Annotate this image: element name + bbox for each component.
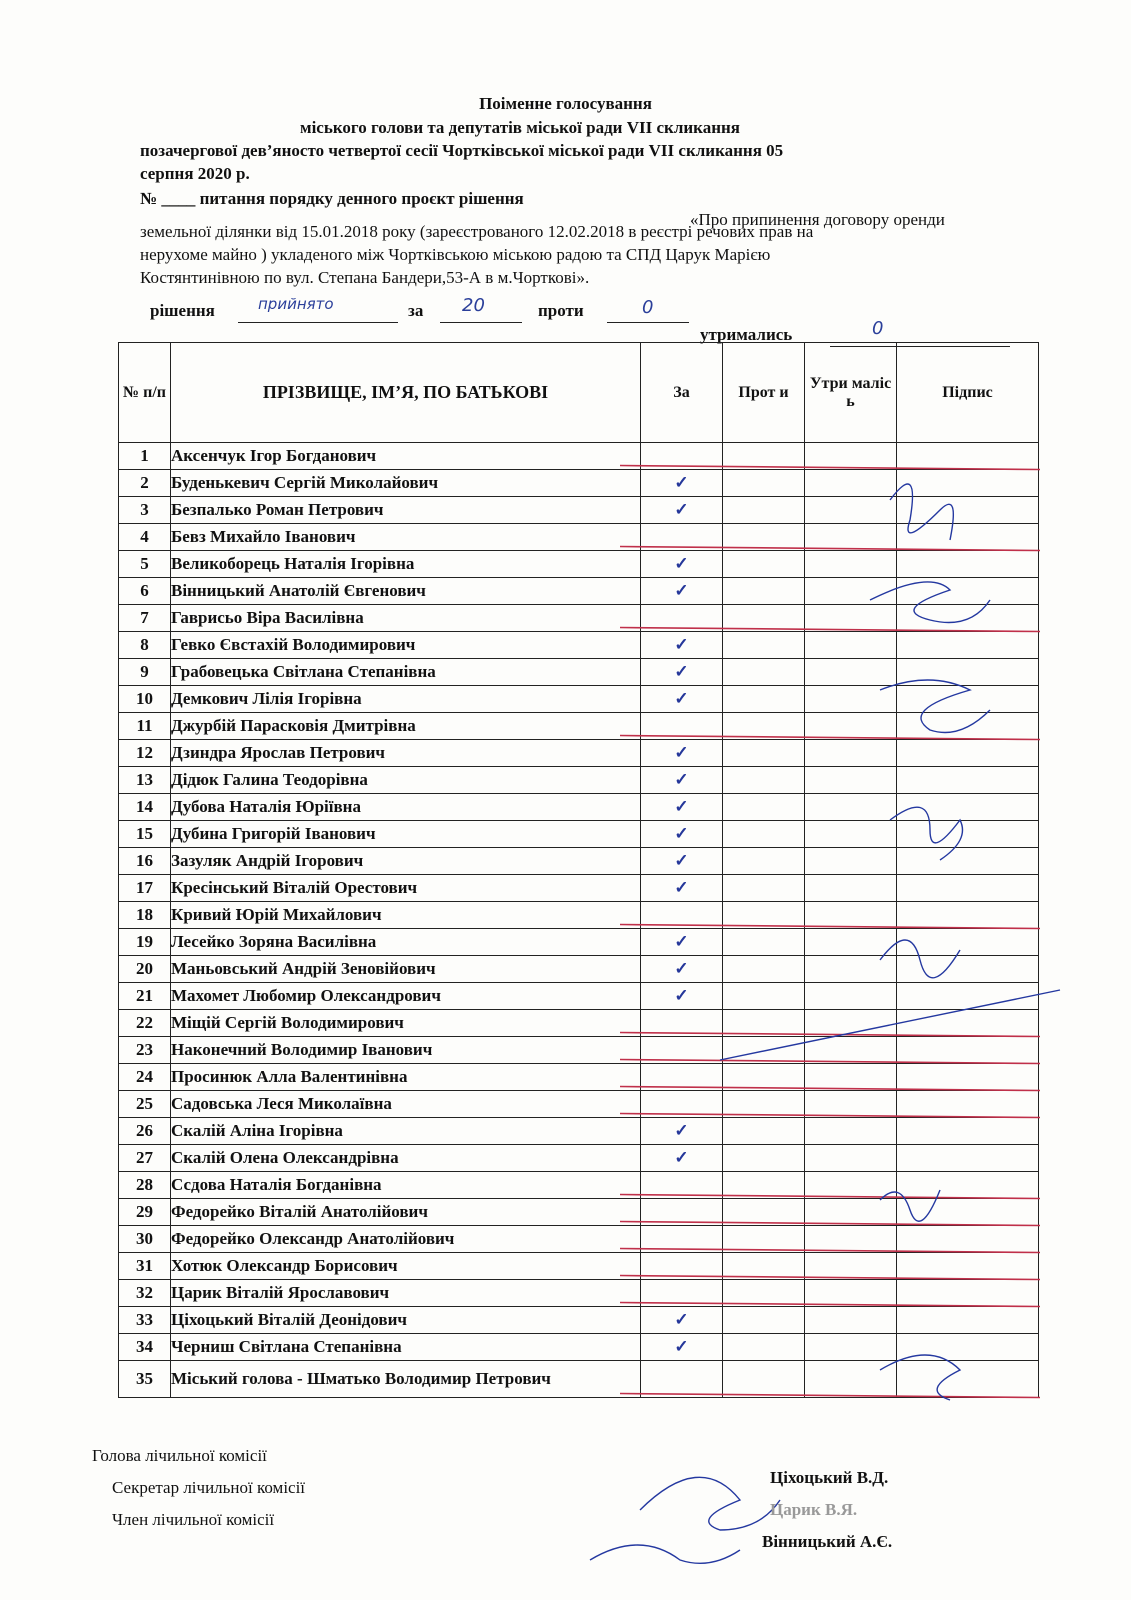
row-vote-abstain <box>805 767 897 794</box>
row-vote-for: ✓ <box>641 821 723 848</box>
table-row <box>119 929 1039 956</box>
row-number: 8 <box>119 632 171 659</box>
row-signature <box>897 713 1039 740</box>
question-line-2: земельної ділянки від 15.01.2018 року (зареєстрованого 12.02.2018 в реєстрі речових прав на <box>140 222 814 241</box>
row-vote-abstain <box>805 1361 897 1398</box>
table-row <box>119 632 1039 659</box>
row-vote-abstain <box>805 848 897 875</box>
row-name: Бевз Михайло Іванович <box>171 524 641 551</box>
row-vote-for <box>641 1280 723 1307</box>
row-vote-for: ✓ <box>641 767 723 794</box>
row-vote-abstain <box>805 632 897 659</box>
abstain-label: утримались <box>700 325 793 344</box>
row-signature <box>897 1118 1039 1145</box>
row-number: 25 <box>119 1091 171 1118</box>
row-vote-for: ✓ <box>641 578 723 605</box>
row-vote-abstain <box>805 1145 897 1172</box>
secretary-name: Царик В.Я. <box>770 1500 858 1519</box>
row-vote-for <box>641 1199 723 1226</box>
table-row <box>119 1118 1039 1145</box>
row-vote-for: ✓ <box>641 1334 723 1361</box>
row-vote-for <box>641 1064 723 1091</box>
row-vote-against <box>723 659 805 686</box>
row-vote-for: ✓ <box>641 551 723 578</box>
against-count-handwritten: 0 <box>642 297 654 318</box>
row-name: Грабовецька Світлана Степанівна <box>171 659 641 686</box>
table-row <box>119 1334 1039 1361</box>
row-signature <box>897 659 1039 686</box>
table-row <box>119 578 1039 605</box>
member-label: Член лічильної комісії <box>112 1510 275 1529</box>
row-signature <box>897 767 1039 794</box>
row-number: 7 <box>119 605 171 632</box>
row-vote-abstain <box>805 524 897 551</box>
table-row <box>119 1361 1039 1398</box>
row-name: Ссдова Наталія Богданівна <box>171 1172 641 1199</box>
row-number: 10 <box>119 686 171 713</box>
chair-label: Голова лічильної комісії <box>92 1446 267 1465</box>
row-vote-for: ✓ <box>641 632 723 659</box>
row-vote-against <box>723 1280 805 1307</box>
table-row <box>119 1199 1039 1226</box>
table-row <box>119 1010 1039 1037</box>
row-vote-abstain <box>805 578 897 605</box>
row-vote-against <box>723 956 805 983</box>
row-signature <box>897 1253 1039 1280</box>
row-number: 15 <box>119 821 171 848</box>
row-vote-abstain <box>805 659 897 686</box>
table-row <box>119 1145 1039 1172</box>
row-name: Безпалько Роман Петрович <box>171 497 641 524</box>
row-number: 18 <box>119 902 171 929</box>
row-number: 19 <box>119 929 171 956</box>
row-vote-for: ✓ <box>641 848 723 875</box>
table-row <box>119 470 1039 497</box>
row-name: Лесейко Зоряна Василівна <box>171 929 641 956</box>
row-name: Скалій Олена Олександрівна <box>171 1145 641 1172</box>
row-vote-abstain <box>805 443 897 470</box>
row-vote-against <box>723 929 805 956</box>
row-vote-for: ✓ <box>641 794 723 821</box>
row-signature <box>897 578 1039 605</box>
column-header-name: ПРІЗВИЩЕ, ІМ’Я, ПО БАТЬКОВІ <box>171 343 641 443</box>
table-row <box>119 1226 1039 1253</box>
row-name: Буденькевич Сергій Миколайович <box>171 470 641 497</box>
table-row <box>119 605 1039 632</box>
table-row <box>119 740 1039 767</box>
row-vote-against <box>723 632 805 659</box>
table-row <box>119 848 1039 875</box>
table-row <box>119 686 1039 713</box>
row-number: 14 <box>119 794 171 821</box>
row-number: 24 <box>119 1064 171 1091</box>
row-vote-abstain <box>805 1091 897 1118</box>
row-number: 23 <box>119 1037 171 1064</box>
row-name: Великоборець Наталія Ігорівна <box>171 551 641 578</box>
table-row <box>119 1091 1039 1118</box>
header-line-2: міського голови та депутатів міської ради VII скликання <box>300 118 740 137</box>
row-vote-abstain <box>805 1199 897 1226</box>
row-signature <box>897 821 1039 848</box>
row-signature <box>897 929 1039 956</box>
column-header-against: Прот и <box>723 343 805 443</box>
row-name: Дубина Григорій Іванович <box>171 821 641 848</box>
document-title: Поіменне голосування <box>479 94 652 113</box>
row-vote-abstain <box>805 929 897 956</box>
row-signature <box>897 794 1039 821</box>
for-count-handwritten: 20 <box>462 295 485 316</box>
footer-signature-2 <box>590 1545 740 1563</box>
row-vote-abstain <box>805 1307 897 1334</box>
table-row <box>119 551 1039 578</box>
row-vote-for: ✓ <box>641 1145 723 1172</box>
row-number: 5 <box>119 551 171 578</box>
row-signature <box>897 1226 1039 1253</box>
row-signature <box>897 1280 1039 1307</box>
row-name: Вінницький Анатолій Євгенович <box>171 578 641 605</box>
row-vote-for <box>641 605 723 632</box>
header-line-3: позачергової дев’яносто четвертої сесії Чортківської міської ради VII скликання 05 <box>140 141 784 160</box>
row-signature <box>897 1064 1039 1091</box>
secretary-label: Секретар лічильної комісії <box>112 1478 306 1497</box>
row-vote-for: ✓ <box>641 686 723 713</box>
row-vote-for <box>641 1091 723 1118</box>
row-name: Садовська Леся Миколаївна <box>171 1091 641 1118</box>
row-name: Дзиндра Ярослав Петрович <box>171 740 641 767</box>
row-vote-abstain <box>805 1226 897 1253</box>
row-vote-against <box>723 1226 805 1253</box>
row-signature <box>897 443 1039 470</box>
row-vote-abstain <box>805 1118 897 1145</box>
row-vote-abstain <box>805 794 897 821</box>
row-vote-for <box>641 1010 723 1037</box>
row-name: Маньовський Андрій Зеновійович <box>171 956 641 983</box>
column-header-abstain: Утри маліс ь <box>805 343 897 443</box>
row-name: Ціхоцький Віталій Деонідович <box>171 1307 641 1334</box>
row-vote-abstain <box>805 605 897 632</box>
row-number: 6 <box>119 578 171 605</box>
row-name: Аксенчук Ігор Богданович <box>171 443 641 470</box>
table-row <box>119 443 1039 470</box>
row-vote-against <box>723 1064 805 1091</box>
row-vote-against <box>723 983 805 1010</box>
chair-name: Ціхоцький В.Д. <box>770 1468 889 1487</box>
row-vote-against <box>723 1118 805 1145</box>
row-vote-for <box>641 1361 723 1398</box>
row-vote-abstain <box>805 1253 897 1280</box>
table-row <box>119 794 1039 821</box>
table-row <box>119 767 1039 794</box>
header-line-4: серпня 2020 р. <box>140 164 250 183</box>
row-vote-abstain <box>805 497 897 524</box>
row-vote-for: ✓ <box>641 740 723 767</box>
row-name: Махомет Любомир Олександрович <box>171 983 641 1010</box>
row-vote-against <box>723 470 805 497</box>
table-row <box>119 713 1039 740</box>
row-signature <box>897 470 1039 497</box>
row-vote-abstain <box>805 740 897 767</box>
row-number: 32 <box>119 1280 171 1307</box>
row-signature <box>897 497 1039 524</box>
row-name: Міський голова - Шматько Володимир Петрович <box>171 1361 641 1398</box>
row-signature <box>897 1145 1039 1172</box>
row-number: 22 <box>119 1010 171 1037</box>
row-vote-against <box>723 1145 805 1172</box>
row-vote-abstain <box>805 1334 897 1361</box>
row-vote-for <box>641 524 723 551</box>
row-number: 4 <box>119 524 171 551</box>
row-vote-abstain <box>805 1064 897 1091</box>
row-number: 20 <box>119 956 171 983</box>
row-vote-abstain <box>805 1037 897 1064</box>
row-vote-for <box>641 1172 723 1199</box>
row-vote-against <box>723 605 805 632</box>
row-signature <box>897 1091 1039 1118</box>
row-vote-for: ✓ <box>641 875 723 902</box>
row-number: 33 <box>119 1307 171 1334</box>
row-vote-for <box>641 902 723 929</box>
row-vote-against <box>723 1361 805 1398</box>
row-name: Федорейко Віталій Анатолійович <box>171 1199 641 1226</box>
row-signature <box>897 686 1039 713</box>
row-number: 34 <box>119 1334 171 1361</box>
row-vote-against <box>723 1010 805 1037</box>
row-vote-for <box>641 1037 723 1064</box>
row-signature <box>897 875 1039 902</box>
row-vote-against <box>723 875 805 902</box>
column-header-number: № п/п <box>119 343 171 443</box>
row-number: 1 <box>119 443 171 470</box>
row-name: Гаврисьо Віра Василівна <box>171 605 641 632</box>
row-number: 31 <box>119 1253 171 1280</box>
row-vote-for: ✓ <box>641 1118 723 1145</box>
row-name: Наконечний Володимир Іванович <box>171 1037 641 1064</box>
row-number: 35 <box>119 1361 171 1398</box>
row-vote-against <box>723 551 805 578</box>
row-name: Федорейко Олександр Анатолійович <box>171 1226 641 1253</box>
table-row <box>119 497 1039 524</box>
row-signature <box>897 983 1039 1010</box>
row-number: 27 <box>119 1145 171 1172</box>
row-vote-abstain <box>805 1172 897 1199</box>
row-name: Дубова Наталія Юріївна <box>171 794 641 821</box>
row-name: Кресінський Віталій Орестович <box>171 875 641 902</box>
row-name: Кривий Юрій Михайлович <box>171 902 641 929</box>
row-number: 29 <box>119 1199 171 1226</box>
row-vote-abstain <box>805 875 897 902</box>
row-vote-against <box>723 1253 805 1280</box>
decision-label: рішення <box>150 301 215 320</box>
row-vote-abstain <box>805 1010 897 1037</box>
row-signature <box>897 1361 1039 1398</box>
row-vote-for: ✓ <box>641 983 723 1010</box>
row-vote-against <box>723 524 805 551</box>
row-number: 3 <box>119 497 171 524</box>
row-name: Дідюк Галина Теодорівна <box>171 767 641 794</box>
row-vote-against <box>723 578 805 605</box>
row-vote-abstain <box>805 470 897 497</box>
row-name: Зазуляк Андрій Ігорович <box>171 848 641 875</box>
row-number: 2 <box>119 470 171 497</box>
row-vote-for: ✓ <box>641 470 723 497</box>
table-row <box>119 1280 1039 1307</box>
row-vote-against <box>723 1172 805 1199</box>
row-number: 16 <box>119 848 171 875</box>
table-row <box>119 524 1039 551</box>
footer-signature-1 <box>640 1477 780 1530</box>
table-row <box>119 956 1039 983</box>
for-label: за <box>408 301 424 320</box>
row-vote-against <box>723 1334 805 1361</box>
row-name: Гевко Євстахій Володимирович <box>171 632 641 659</box>
row-vote-against <box>723 686 805 713</box>
table-row <box>119 1307 1039 1334</box>
row-signature <box>897 524 1039 551</box>
row-signature <box>897 1334 1039 1361</box>
row-vote-against <box>723 1199 805 1226</box>
row-signature <box>897 605 1039 632</box>
table-row <box>119 875 1039 902</box>
row-vote-abstain <box>805 686 897 713</box>
row-name: Черниш Світлана Степанівна <box>171 1334 641 1361</box>
row-number: 13 <box>119 767 171 794</box>
row-signature <box>897 1199 1039 1226</box>
row-vote-for: ✓ <box>641 929 723 956</box>
row-number: 12 <box>119 740 171 767</box>
row-number: 28 <box>119 1172 171 1199</box>
voting-table <box>118 342 1039 1398</box>
row-vote-against <box>723 740 805 767</box>
row-signature <box>897 848 1039 875</box>
against-label: проти <box>538 301 584 320</box>
row-vote-abstain <box>805 902 897 929</box>
row-number: 9 <box>119 659 171 686</box>
row-signature <box>897 1010 1039 1037</box>
abstain-count-handwritten: 0 <box>872 318 884 339</box>
question-prefix: № ____ питання порядку денного проєкт рішення <box>140 189 524 208</box>
row-vote-against <box>723 794 805 821</box>
decision-result-handwritten: прийнято <box>258 295 334 313</box>
row-number: 17 <box>119 875 171 902</box>
row-vote-abstain <box>805 551 897 578</box>
row-vote-abstain <box>805 821 897 848</box>
row-name: Хотюк Олександр Борисович <box>171 1253 641 1280</box>
table-row <box>119 1037 1039 1064</box>
row-vote-for <box>641 713 723 740</box>
row-vote-against <box>723 497 805 524</box>
row-vote-abstain <box>805 1280 897 1307</box>
question-line-4: Костянтинівною по вул. Степана Бандери,53-А в м.Чорткові». <box>140 268 590 287</box>
row-vote-for: ✓ <box>641 956 723 983</box>
row-vote-for <box>641 1226 723 1253</box>
table-row <box>119 1253 1039 1280</box>
row-name: Скалій Аліна Ігорівна <box>171 1118 641 1145</box>
row-vote-abstain <box>805 713 897 740</box>
row-signature <box>897 740 1039 767</box>
row-number: 30 <box>119 1226 171 1253</box>
column-header-for: За <box>641 343 723 443</box>
table-row <box>119 1172 1039 1199</box>
row-signature <box>897 956 1039 983</box>
table-row <box>119 1064 1039 1091</box>
row-vote-abstain <box>805 956 897 983</box>
row-signature <box>897 1172 1039 1199</box>
row-number: 26 <box>119 1118 171 1145</box>
row-vote-against <box>723 767 805 794</box>
row-signature <box>897 1037 1039 1064</box>
table-row <box>119 659 1039 686</box>
row-number: 21 <box>119 983 171 1010</box>
row-vote-for: ✓ <box>641 659 723 686</box>
row-signature <box>897 902 1039 929</box>
table-row <box>119 821 1039 848</box>
row-vote-against <box>723 848 805 875</box>
row-name: Просинюк Алла Валентинівна <box>171 1064 641 1091</box>
row-name: Міщій Сергій Володимирович <box>171 1010 641 1037</box>
row-name: Джурбій Парасковія Дмитрівна <box>171 713 641 740</box>
row-signature <box>897 551 1039 578</box>
row-vote-against <box>723 902 805 929</box>
row-name: Царик Віталій Ярославович <box>171 1280 641 1307</box>
member-name: Вінницький А.Є. <box>762 1532 893 1551</box>
row-vote-against <box>723 1091 805 1118</box>
table-row <box>119 983 1039 1010</box>
row-vote-for: ✓ <box>641 497 723 524</box>
question-line-3: нерухоме майно ) укладеного між Чортківською міською радою та СПД Царук Марією <box>140 245 771 264</box>
question-line-1: «Про припинення договору оренди <box>690 210 945 229</box>
row-vote-against <box>723 443 805 470</box>
row-signature <box>897 632 1039 659</box>
row-number: 11 <box>119 713 171 740</box>
row-vote-for <box>641 443 723 470</box>
row-vote-against <box>723 1037 805 1064</box>
row-vote-against <box>723 1307 805 1334</box>
row-name: Демкович Лілія Ігорівна <box>171 686 641 713</box>
row-vote-against <box>723 713 805 740</box>
row-vote-for: ✓ <box>641 1307 723 1334</box>
row-signature <box>897 1307 1039 1334</box>
row-vote-for <box>641 1253 723 1280</box>
table-row <box>119 902 1039 929</box>
column-header-signature: Підпис <box>897 343 1039 443</box>
row-vote-against <box>723 821 805 848</box>
row-vote-abstain <box>805 983 897 1010</box>
table-header-row <box>119 343 1039 443</box>
